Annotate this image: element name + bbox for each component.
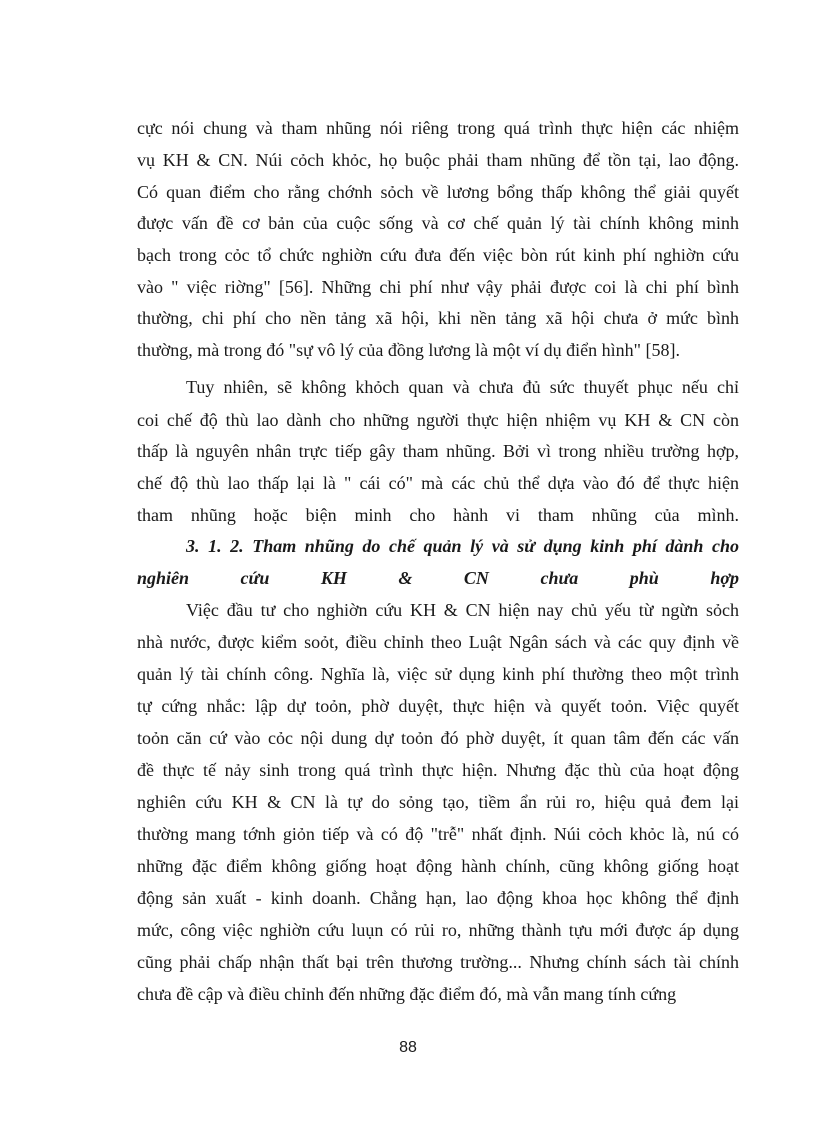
- section-heading-continued: nghiên cứu KH & CN chưa phù hợp: [137, 568, 739, 588]
- body-text-line: động sản xuất - kinh doanh. Chẳng hạn, lao động khoa học không thể định: [137, 888, 739, 908]
- body-text-line: chế độ thù lao thấp lại là " cái có" mà các chủ thể dựa vào đó để thực hiện: [137, 473, 739, 493]
- body-text-line: bạch trong cỏc tổ chức nghiờn cứu đưa đến việc bòn rút kinh phí nghiờn cứu: [137, 245, 739, 265]
- body-text-line: đề thực tế nảy sinh trong quá trình thực hiện. Nhưng đặc thù của hoạt động: [137, 760, 739, 780]
- paragraph-first-line: Việc đầu tư cho nghiờn cứu KH & CN hiện nay chủ yếu từ ngừn sỏch: [186, 600, 739, 620]
- paragraph-first-line: Tuy nhiên, sẽ không khỏch quan và chưa đủ sức thuyết phục nếu chỉ: [186, 377, 739, 397]
- body-text-line: quản lý tài chính công. Nghĩa là, việc sử dụng kinh phí thường theo một trình: [137, 664, 739, 684]
- body-text-line: toỏn căn cứ vào cỏc nội dung dự toỏn đó phờ duyệt, ít quan tâm đến các vấn: [137, 728, 739, 748]
- body-text-line: thấp là nguyên nhân trực tiếp gây tham nhũng. Bởi vì trong nhiều trường hợp,: [137, 441, 739, 461]
- body-text-line: được vấn đề cơ bản của cuộc sống và cơ chế quản lý tài chính không minh: [137, 213, 739, 233]
- body-text-line: thường, chi phí cho nền tảng xã hội, khi nền tảng xã hội chưa ở mức bình: [137, 308, 739, 328]
- body-text-line: thường mang tớnh giỏn tiếp và có độ "trễ" nhất định. Núi cỏch khỏc là, nú có: [137, 824, 739, 844]
- body-text-line: tự cứng nhắc: lập dự toỏn, phờ duyệt, thực hiện và quyết toỏn. Việc quyết: [137, 696, 739, 716]
- page-number: 88: [399, 1039, 417, 1056]
- body-text-line: coi chế độ thù lao dành cho những người thực hiện nhiệm vụ KH & CN còn: [137, 410, 739, 430]
- body-text-line: mức, công việc nghiờn cứu luụn có rủi ro, những thành tựu mới được áp dụng: [137, 920, 739, 940]
- body-text-line: vụ KH & CN. Núi cỏch khỏc, họ buộc phải tham nhũng để tồn tại, lao động.: [137, 150, 739, 170]
- body-text-line: chưa đề cập và điều chỉnh đến những đặc điểm đó, mà vẫn mang tính cứng: [137, 984, 677, 1004]
- body-text-line: nghiên cứu KH & CN là tự do sỏng tạo, tiềm ẩn rủi ro, hiệu quả đem lại: [137, 792, 739, 812]
- body-text-line: thường, mà trong đó "sự vô lý của đồng lương là một ví dụ điển hình" [58].: [137, 340, 680, 360]
- body-text-line: vào " việc riờng" [56]. Những chi phí như vậy phải được coi là chi phí bình: [137, 277, 739, 297]
- body-text-line: cực nói chung và tham nhũng nói riêng trong quá trình thực hiện các nhiệm: [137, 118, 739, 138]
- body-text-line: cũng phải chấp nhận thất bại trên thương trường... Nhưng chính sách tài chính: [137, 952, 739, 972]
- body-text-line: nhà nước, được kiểm soỏt, điều chỉnh theo Luật Ngân sách và các quy định về: [137, 632, 739, 652]
- section-heading: 3. 1. 2. Tham nhũng do chế quản lý và sử dụng kinh phí dành cho: [186, 536, 739, 556]
- body-text-line: Có quan điểm cho rằng chớnh sỏch về lương bổng thấp không thể giải quyết: [137, 182, 739, 202]
- body-text-line: tham nhũng hoặc biện minh cho hành vi tham nhũng của mình.: [137, 505, 739, 525]
- body-text-line: những đặc điểm không giống hoạt động hành chính, cũng không giống hoạt: [137, 856, 739, 876]
